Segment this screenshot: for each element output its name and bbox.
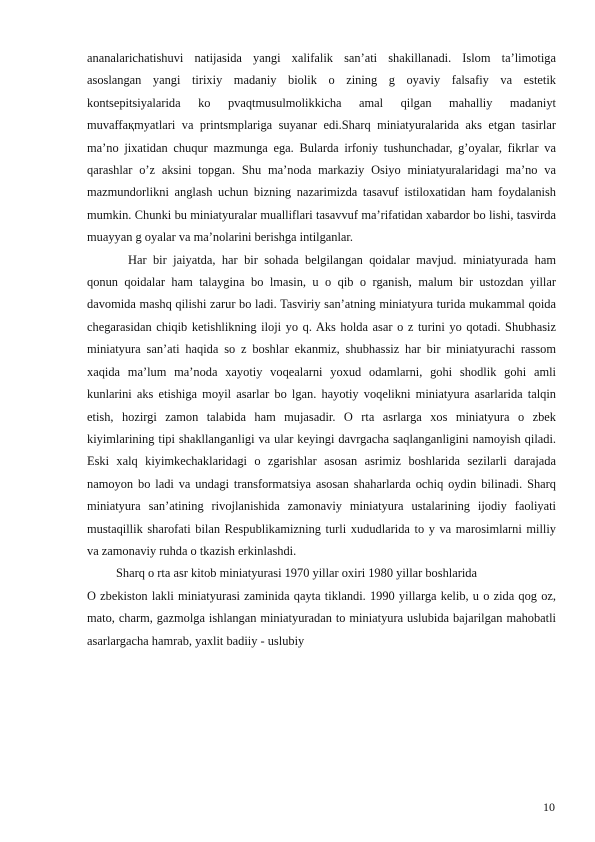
- paragraph-lacquer-miniature: O zbekiston lakli miniatyurasi zaminida qayta tiklandi. 1990 yillarga kelib, u o zida qog oz, mato, charm, gazmolga ishlangan miniatyuradan to miniatyura uslubida bajarilgan mahobatli asarlargacha hamrab, yaxlit badiiy - uslubiy: [87, 588, 556, 648]
- document-page: [87, 47, 556, 652]
- paragraph-islamic-art: ananalarichatishuvi natijasida yangi xalifalik san’ati shakillanadi. Islom ta’limotiga asoslangan yangi tirixiy madaniy biolik o zining g oyaviy falsafiy va estetik kontsepitsiyalarida ko pvaqtmusulmolikkicha amal qilgan mahalliy madaniyt muvaffaқmyatlari va printsmplariga suyanar edi.Sharq miniatyuralarida aks etgan tasirlar ma’no jixatidan chuqur mazmunga ega. Bularda irfoniy tushunchadar, g’oyalar, fikrlar va qarashlar o’z aksini topgan. Shu ma’noda markaziy Osiyo miniatyuralaridagi ma’no va mazmundorlikni anglash uchun bizning nazarimizda tasavuf istiloxatidan ham foydalanish mumkin. Chunki bu miniatyuralar mualliflari tasavvuf ma’rifatidan xabardor bo lishi, tasvirda muayyan g oyalar va ma’nolarini berishga intilganlar.: [87, 51, 556, 245]
- paragraph-miniature-rules: Har bir jaiyatda, har bir sohada belgilangan qoidalar mavjud. miniatyurada ham qonun qoidalar ham talaygina bo lmasin, u o qib o rganish, malum bir ustozdan yillar davomida mashq qilishi zarur bo ladi. Tasviriy san’atning miniatyura turida mukammal qoida chegarasidan chiqib ketishlikning iloji yo q. Aks holda asar o z turini yo qotadi. Shubhasiz miniatyura san’ati haqida so z boshlar ekanmiz, shubhassiz har bir miniatyurachi rassom xaqida ma’lum ma’noda xayotiy voqealarni yoxud odamlarni, gohi shodlik gohi amli kunlarini aks etishiga moyil asarlar bo lgan. hayotiy voqelikni miniatyura asarlarida talqin etish, hozirgi zamon talabida ham mujasadir. O rta asrlarga xos miniatyura o zbek kiyimlarining tipi shakllanganligi va ular keyingi davrgacha saqlanganligini namoyish qiladi. Eski xalq kiyimkechaklaridagi o zgarishlar asosan asrimiz boshlarida sezilarli darajada namoyon bo ladi va undagi transformatsiya asosan shaharlarda ochiq oydin bilinadi. Sharq miniatyura san’atining rivojlanishida zamonaviy miniatyura ustalarining ijodiy faoliyati mustaqillik sharofati bilan Respublikamizning turli xududlarida to y va marosimlarni milliy va zamonaviy ruhda o tkazish erkinlashdi.: [87, 252, 556, 558]
- page-number: 10: [543, 800, 555, 814]
- paragraph-book-miniature-heading: Sharq o rta asr kitob miniatyurasi 1970 yillar oxiri 1980 yillar boshlarida: [116, 566, 477, 581]
